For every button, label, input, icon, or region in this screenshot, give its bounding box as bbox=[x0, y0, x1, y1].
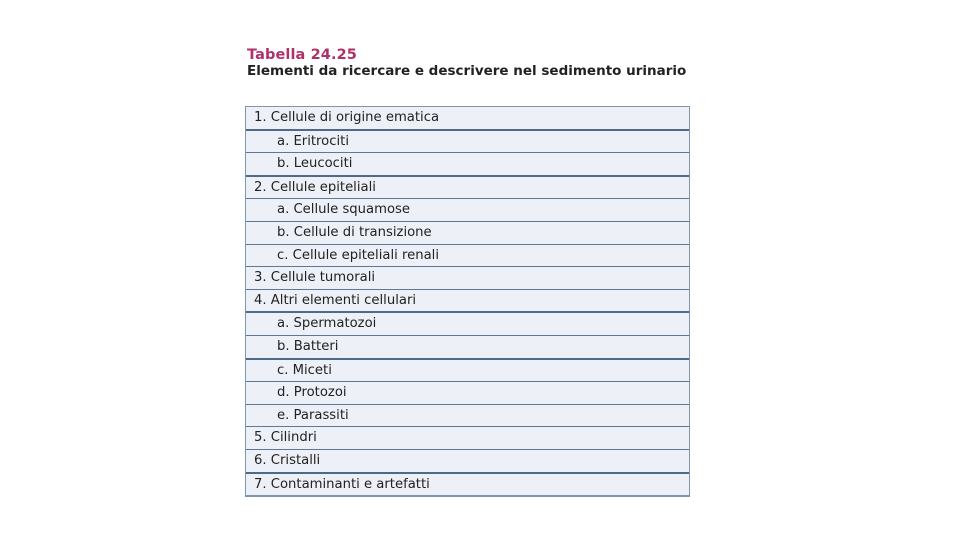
table-row bbox=[246, 474, 689, 496]
row-text: a. Cellule squamose bbox=[277, 202, 411, 218]
row-text: d. Protozoi bbox=[277, 385, 347, 401]
table-row bbox=[246, 222, 689, 245]
row-text: 7. Contaminanti e artefatti bbox=[254, 476, 430, 492]
table-row bbox=[246, 360, 689, 383]
table-row bbox=[246, 107, 689, 131]
row-text: c. Cellule epiteliali renali bbox=[277, 247, 439, 263]
table-row bbox=[246, 450, 689, 474]
row-text: 2. Cellule epiteliali bbox=[254, 179, 376, 195]
table-row bbox=[246, 290, 689, 314]
row-text: b. Batteri bbox=[277, 338, 339, 354]
table-row bbox=[246, 245, 689, 268]
table-row bbox=[246, 267, 689, 290]
table-row bbox=[246, 405, 689, 428]
row-text: 3. Cellule tumorali bbox=[254, 270, 376, 286]
table-row bbox=[246, 131, 689, 154]
elements-table bbox=[245, 106, 690, 497]
table-row bbox=[246, 199, 689, 222]
row-text: c. Miceti bbox=[277, 362, 332, 378]
row-text: a. Spermatozoi bbox=[277, 316, 377, 332]
table-row bbox=[246, 153, 689, 177]
table-title: Elementi da ricercare e descrivere nel sedimento urinario bbox=[247, 63, 687, 79]
row-text: 6. Cristalli bbox=[254, 452, 321, 468]
row-text: e. Parassiti bbox=[277, 407, 349, 423]
table-row bbox=[246, 382, 689, 405]
row-text: 5. Cilindri bbox=[254, 430, 317, 446]
row-text: b. Leucociti bbox=[277, 156, 353, 172]
row-text: a. Eritrociti bbox=[277, 133, 350, 149]
table-row bbox=[246, 313, 689, 336]
table-row bbox=[246, 177, 689, 200]
row-text: 4. Altri elementi cellulari bbox=[254, 292, 417, 308]
table-caption bbox=[247, 47, 707, 80]
table-row bbox=[246, 427, 689, 450]
row-text: 1. Cellule di origine ematica bbox=[254, 110, 440, 125]
table-row bbox=[246, 336, 689, 360]
row-text: b. Cellule di transizione bbox=[277, 224, 432, 240]
table-number: Tabella 24.25 bbox=[247, 47, 357, 63]
